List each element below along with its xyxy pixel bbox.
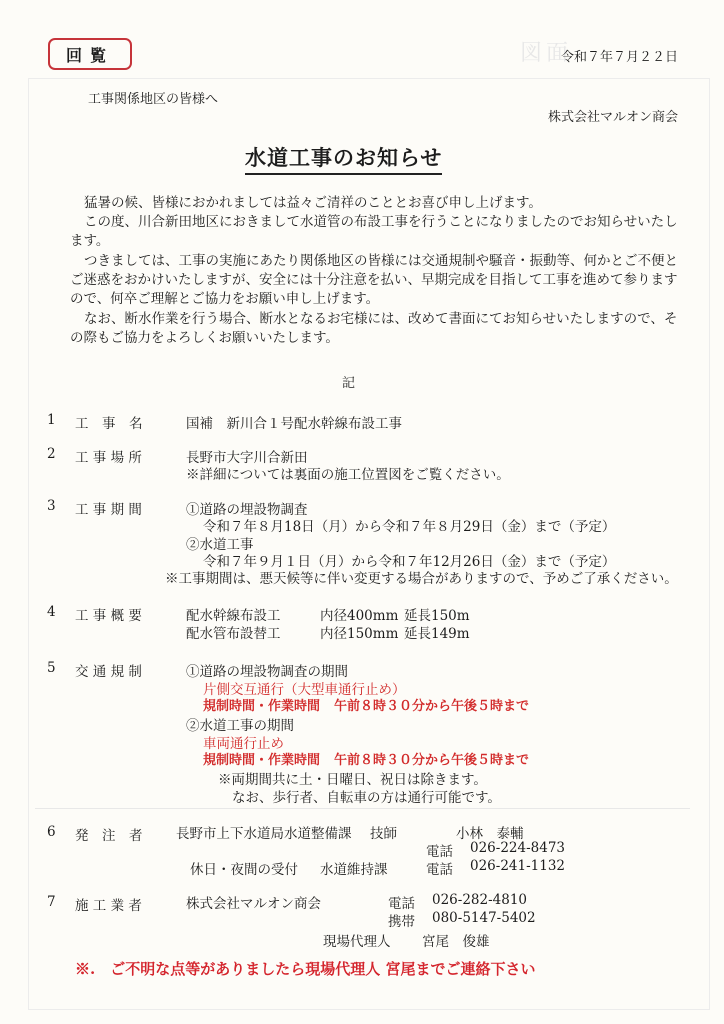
watermark-text: 図面 bbox=[520, 41, 573, 66]
site-agent-name: 宮尾 俊雄 bbox=[422, 934, 490, 950]
item-label: 工 事 場 所 bbox=[75, 450, 142, 466]
project-name: 国補 新川合１号配水幹線布設工事 bbox=[186, 416, 402, 432]
item-number: 2 bbox=[47, 446, 56, 462]
traffic-water-time-label: 規制時間・作業時間 bbox=[203, 753, 321, 768]
item-number: 1 bbox=[47, 412, 56, 428]
intro-paragraph-2: この度、川合新田地区におきまして水道管の布設工事を行うことになりましたのでお知らせいたします。 bbox=[70, 214, 678, 249]
section-divider bbox=[35, 808, 690, 809]
item-label: 発 注 者 bbox=[75, 828, 143, 844]
item-number: 7 bbox=[47, 894, 56, 910]
contractor-mobile-label: 携帯 bbox=[388, 914, 415, 930]
summary-row2-diameter: 内径150mm bbox=[320, 626, 399, 642]
circulation-stamp: 回覧 bbox=[48, 38, 132, 70]
issuer-company: 株式会社マルオン商会 bbox=[548, 110, 679, 125]
client-role: 技師 bbox=[370, 826, 397, 842]
item-number: 5 bbox=[47, 660, 56, 676]
summary-row1-name: 配水幹線布設工 bbox=[186, 608, 281, 624]
client-phone-label: 電話 bbox=[426, 844, 453, 860]
client-organization: 長野市上下水道局水道整備課 bbox=[176, 826, 352, 842]
traffic-survey-time-label: 規制時間・作業時間 bbox=[203, 699, 321, 714]
night-desk-phone-label: 電話 bbox=[426, 862, 453, 878]
site-agent-label: 現場代理人 bbox=[323, 934, 391, 950]
intro-paragraph-3: つきましては、工事の実施にあたり関係地区の皆様には交通規制や騒音・振動等、何かとご不便とご迷惑をおかけいたしますが、安全には十分注意を払い、早期完成を目指して工事を進めて参りますので、何卒ご理解とご協力をお願い申し上げます。 bbox=[70, 253, 678, 307]
period-water-dates: 令和７年９月１日（月）から令和７年12月26日（金）まで（予定） bbox=[203, 554, 616, 570]
traffic-note-weekend: ※両期間共に土・日曜日、祝日は除きます。 bbox=[218, 772, 487, 788]
location-note: ※詳細については裏面の施工位置図をご覧ください。 bbox=[186, 467, 510, 483]
item-number: 6 bbox=[47, 824, 56, 840]
addressee: 工事関係地区の皆様へ bbox=[88, 92, 219, 107]
client-phone: 026-224-8473 bbox=[470, 840, 566, 856]
traffic-survey-regulation: 片側交互通行（大型車通行止め） bbox=[203, 682, 406, 698]
night-desk-label: 休日・夜間の受付 bbox=[190, 862, 298, 878]
intro-paragraph-1: 猛暑の候、皆様におかれましては益々ご清祥のこととお喜び申し上げます。 bbox=[84, 195, 542, 211]
item-label: 工 事 期 間 bbox=[75, 502, 142, 518]
contractor-mobile: 080-5147-5402 bbox=[432, 910, 536, 926]
client-person: 小林 泰輔 bbox=[456, 826, 524, 842]
page-title: 水道工事のお知らせ bbox=[245, 142, 442, 175]
item-number: 3 bbox=[47, 498, 56, 514]
item-number: 4 bbox=[47, 604, 56, 620]
traffic-survey-time: 午前８時３０分から午後５時まで bbox=[334, 699, 530, 714]
summary-row2-name: 配水管布設替工 bbox=[186, 626, 281, 642]
period-water-heading: ②水道工事 bbox=[186, 537, 254, 553]
period-note: ※工事期間は、悪天候等に伴い変更する場合がありますので、予めご了承ください。 bbox=[165, 571, 678, 587]
traffic-water-regulation: 車両通行止め bbox=[203, 736, 284, 752]
summary-row2-length: 延長149m bbox=[404, 626, 470, 642]
period-survey-heading: ①道路の埋設物調査 bbox=[186, 502, 308, 518]
contractor-name: 株式会社マルオン商会 bbox=[186, 896, 321, 912]
traffic-water-heading: ②水道工事の期間 bbox=[186, 718, 294, 734]
document-date: 令和７年７月２２日 bbox=[561, 50, 679, 65]
item-label: 工 事 概 要 bbox=[75, 608, 142, 624]
contact-notice: ※. ご不明な点等がありましたら現場代理人 宮尾までご連絡下さい bbox=[75, 960, 536, 978]
traffic-note-pedestrian: なお、歩行者、自転車の方は通行可能です。 bbox=[232, 790, 501, 806]
period-survey-dates: 令和７年８月18日（月）から令和７年８月29日（金）まで（予定） bbox=[203, 519, 616, 535]
item-label: 施 工 業 者 bbox=[75, 898, 142, 914]
summary-row1-length: 延長150m bbox=[404, 608, 470, 624]
ki-heading: 記 bbox=[342, 376, 356, 391]
night-desk-org: 水道維持課 bbox=[320, 862, 388, 878]
night-desk-phone: 026-241-1132 bbox=[470, 858, 566, 874]
contractor-phone: 026-282-4810 bbox=[432, 892, 528, 908]
project-location: 長野市大字川合新田 bbox=[186, 450, 308, 466]
item-label: 交 通 規 制 bbox=[75, 664, 142, 680]
contractor-phone-label: 電話 bbox=[388, 896, 415, 912]
traffic-survey-heading: ①道路の埋設物調査の期間 bbox=[186, 664, 348, 680]
summary-row1-diameter: 内径400mm bbox=[320, 608, 399, 624]
traffic-water-time: 午前８時３０分から午後５時まで bbox=[334, 753, 530, 768]
intro-paragraph-4: なお、断水作業を行う場合、断水となるお宅様には、改めて書面にてお知らせいたしますので、その際もご協力をよろしくお願いいたします。 bbox=[70, 311, 678, 346]
item-label: 工 事 名 bbox=[75, 416, 143, 432]
